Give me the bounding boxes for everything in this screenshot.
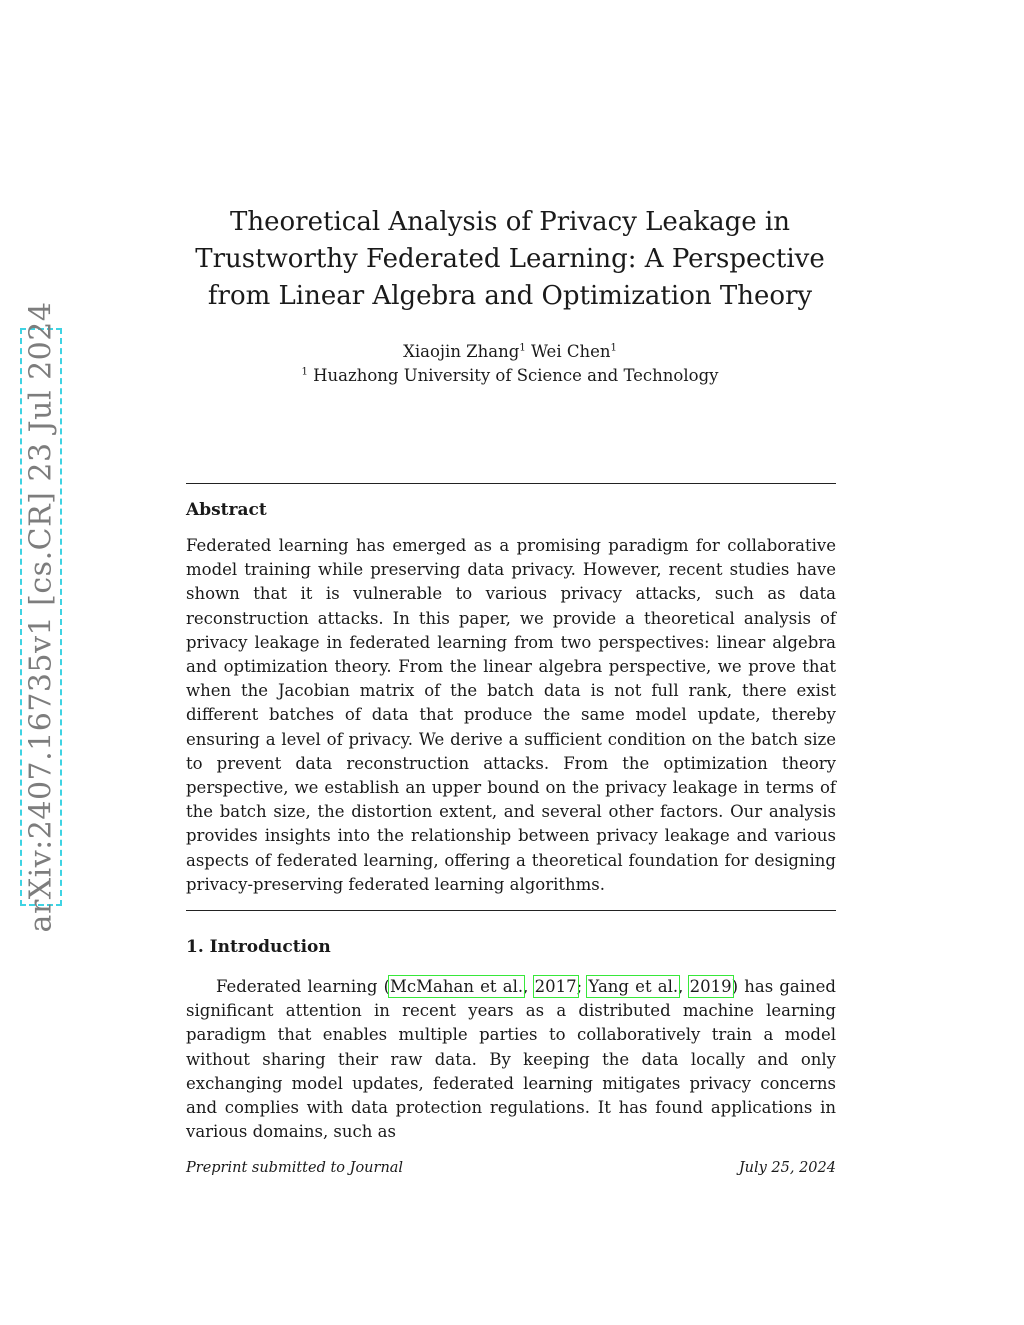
citation-link-mcmahan[interactable]: McMahan et al. [390, 977, 524, 996]
citation-link-mcmahan-year[interactable]: 2017 [534, 977, 577, 996]
paper-title: Theoretical Analysis of Privacy Leakage in Trustworthy Federated Learning: A Perspective from Linear Algebra and Optimization Theory [195, 207, 825, 311]
author-name: Wei Chen [530, 342, 611, 361]
introduction-paragraph [186, 975, 836, 1144]
affiliation [160, 365, 860, 387]
author-list [160, 341, 860, 363]
affiliation-name: Huazhong University of Science and Technology [313, 366, 719, 385]
footer-date: July 25, 2024 [738, 1160, 836, 1176]
citation-separator: , [678, 977, 690, 996]
citation-separator: , [523, 977, 535, 996]
abstract-heading: Abstract [186, 500, 267, 520]
citation-link-yang[interactable]: Yang et al. [588, 977, 679, 996]
intro-text-after: ) has gained significant attention in recent years as a distributed machine learning paradigm that enables multiple parties to collaboratively train a model without sharing their raw data. By keeping the data locally and only exchanging model updates, federated learning mitigates privacy concerns and complies with data protection regulations. It has found applications in various domains, such as [186, 977, 836, 1142]
affiliation-mark: 1 [301, 366, 308, 378]
abstract-top-rule [186, 483, 836, 484]
section-heading-introduction: 1. Introduction [186, 937, 331, 957]
abstract-bottom-rule [186, 910, 836, 911]
author-name: Xiaojin Zhang [403, 342, 520, 361]
author-affil-mark: 1 [610, 342, 617, 354]
arxiv-stamp [20, 301, 62, 933]
arxiv-stamp-text: arXiv:2407.16735v1 [cs.CR] 23 Jul 2024 [23, 301, 59, 933]
author-affil-mark: 1 [519, 342, 526, 354]
intro-text-before: Federated learning ( [216, 977, 391, 996]
footer-preprint-note: Preprint submitted to Journal [186, 1160, 404, 1176]
citation-separator: ; [576, 977, 589, 996]
abstract-text: Federated learning has emerged as a promising paradigm for collaborative model training while preserving data privacy. However, recent studies have shown that it is vulnerable to various privacy attacks, such as data reconstruction attacks. In this paper, we provide a theoretical analysis of privacy leakage in federated learning from two perspectives: linear algebra and optimization theory. From the linear algebra perspective, we prove that when the Jacobian matrix of the batch data is not full rank, there exist different batches of data that produce the same model update, thereby ensuring a level of privacy. We derive a sufficient condition on the batch size to prevent data reconstruction attacks. From the optimization theory perspective, we establish an upper bound on the privacy leakage in terms of the batch size, the distortion extent, and several other factors. Our analysis provides insights into the relationship between privacy leakage and various aspects of federated learning, offering a theoretical foundation for designing privacy-preserving federated learning algorithms. [186, 536, 836, 894]
citation-link-yang-year[interactable]: 2019 [689, 977, 732, 996]
